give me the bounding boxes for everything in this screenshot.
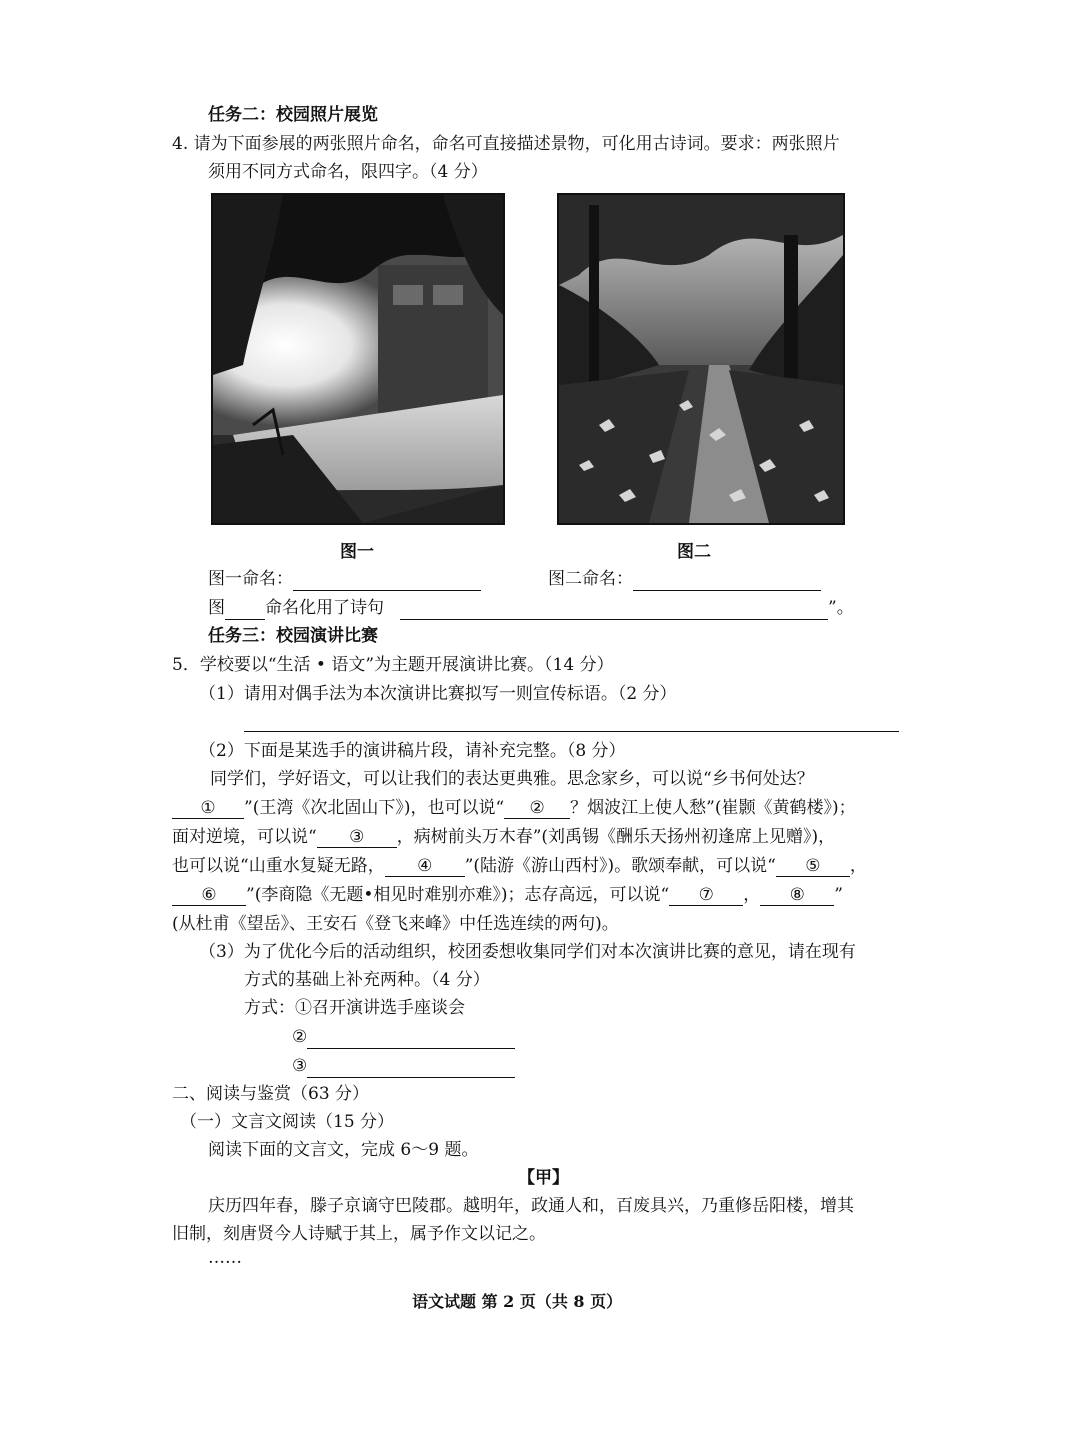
task3-title: 任务三：校园演讲比赛 xyxy=(208,626,378,646)
poem-figure-blank[interactable] xyxy=(225,599,265,620)
method-3-marker: ③ xyxy=(292,1056,308,1076)
blank-5[interactable]: ⑤ xyxy=(776,856,850,877)
speech-line6: (从杜甫《望岳》、王安石《登飞来峰》中任选连续的两句)。 xyxy=(172,914,619,934)
method-2-marker: ② xyxy=(292,1027,308,1047)
blank-3[interactable]: ③ xyxy=(317,827,397,848)
passage-line1: 庆历四年春，滕子京谪守巴陵郡。越明年，政通人和，百废具兴，乃重修岳阳楼，增其 xyxy=(208,1196,854,1216)
speech-line4a: 也可以说“山重水复疑无路， xyxy=(172,856,385,876)
blank-7[interactable]: ⑦ xyxy=(669,885,743,906)
name2-answer-line[interactable] xyxy=(633,570,821,591)
q4-line2: 须用不同方式命名，限四字。（4 分） xyxy=(208,162,488,182)
poem-answer-line[interactable] xyxy=(400,599,828,620)
q4-line1: 4. 请为下面参展的两张照片命名，命名可直接描述景物，可化用古诗词。要求：两张照片 xyxy=(172,134,840,154)
section2-title: 二、阅读与鉴赏（63 分） xyxy=(172,1084,370,1104)
speech-line3b: ，病树前头万木春”(刘禹锡《酬乐天扬州初逢席上见赠》)， xyxy=(396,827,836,847)
q5-part1: （1）请用对偶手法为本次演讲比赛拟写一则宣传标语。（2 分） xyxy=(199,684,677,704)
slogan-answer-line[interactable] xyxy=(244,713,899,732)
photo-2 xyxy=(557,193,845,525)
poem-prefix: 图 xyxy=(208,598,225,618)
passage-jia-title: 【甲】 xyxy=(518,1168,569,1188)
speech-line5b: ， xyxy=(743,885,761,905)
speech-line4b: ”(陆游《游山西村》)。歌颂奉献，可以说“ xyxy=(464,856,776,876)
blank-8[interactable]: ⑧ xyxy=(760,885,834,906)
q5-intro: 5．学校要以“生活 • 语文”为主题开展演讲比赛。（14 分） xyxy=(172,655,614,675)
passage-ellipsis: …… xyxy=(208,1248,242,1268)
speech-line3a: 面对逆境，可以说“ xyxy=(172,827,317,847)
photo-1 xyxy=(211,193,505,525)
blank-6[interactable]: ⑥ xyxy=(172,885,246,906)
poem-mid: 命名化用了诗句 xyxy=(265,598,384,618)
method-1: ①召开演讲选手座谈会 xyxy=(295,998,465,1018)
task2-title: 任务二：校园照片展览 xyxy=(208,105,378,125)
name1-answer-line[interactable] xyxy=(293,570,481,591)
section2-sub: （一）文言文阅读（15 分） xyxy=(180,1112,395,1132)
speech-line2a: ”(王湾《次北固山下》)，也可以说“ xyxy=(244,798,505,818)
q5-part3-line2: 方式的基础上补充两种。（4 分） xyxy=(244,970,490,990)
speech-line5c: ” xyxy=(834,885,843,905)
method-3-answer-line[interactable] xyxy=(307,1057,515,1078)
page-footer: 语文试题 第 2 页（共 8 页） xyxy=(412,1292,623,1311)
name2-label: 图二命名： xyxy=(548,569,633,589)
photo-2-caption: 图二 xyxy=(677,542,711,562)
section2-instruction: 阅读下面的文言文，完成 6～9 题。 xyxy=(208,1140,479,1160)
poem-end: ”。 xyxy=(828,598,854,618)
q5-part2: （2）下面是某选手的演讲稿片段，请补充完整。（8 分） xyxy=(199,741,626,761)
q5-part3-line1: （3）为了优化今后的活动组织，校团委想收集同学们对本次演讲比赛的意见，请在现有 xyxy=(199,942,856,962)
speech-line1: 同学们，学好语文，可以让我们的表达更典雅。思念家乡，可以说“乡书何处达？ xyxy=(210,769,814,789)
passage-line2: 旧制，刻唐贤今人诗赋于其上，属予作文以记之。 xyxy=(172,1224,546,1244)
speech-line2b: ？烟波江上使人愁”(崔颢《黄鹤楼》)； xyxy=(570,798,856,818)
method-label: 方式： xyxy=(244,998,295,1018)
blank-2[interactable]: ② xyxy=(504,798,570,819)
speech-line4c: ， xyxy=(849,856,867,876)
blank-4[interactable]: ④ xyxy=(385,856,465,877)
blank-1[interactable]: ① xyxy=(172,798,244,819)
speech-line5a: ”(李商隐《无题•相见时难别亦难》)；志存高远，可以说“ xyxy=(246,885,670,905)
photo-1-caption: 图一 xyxy=(340,542,374,562)
method-2-answer-line[interactable] xyxy=(307,1028,515,1049)
name1-label: 图一命名： xyxy=(208,569,293,589)
